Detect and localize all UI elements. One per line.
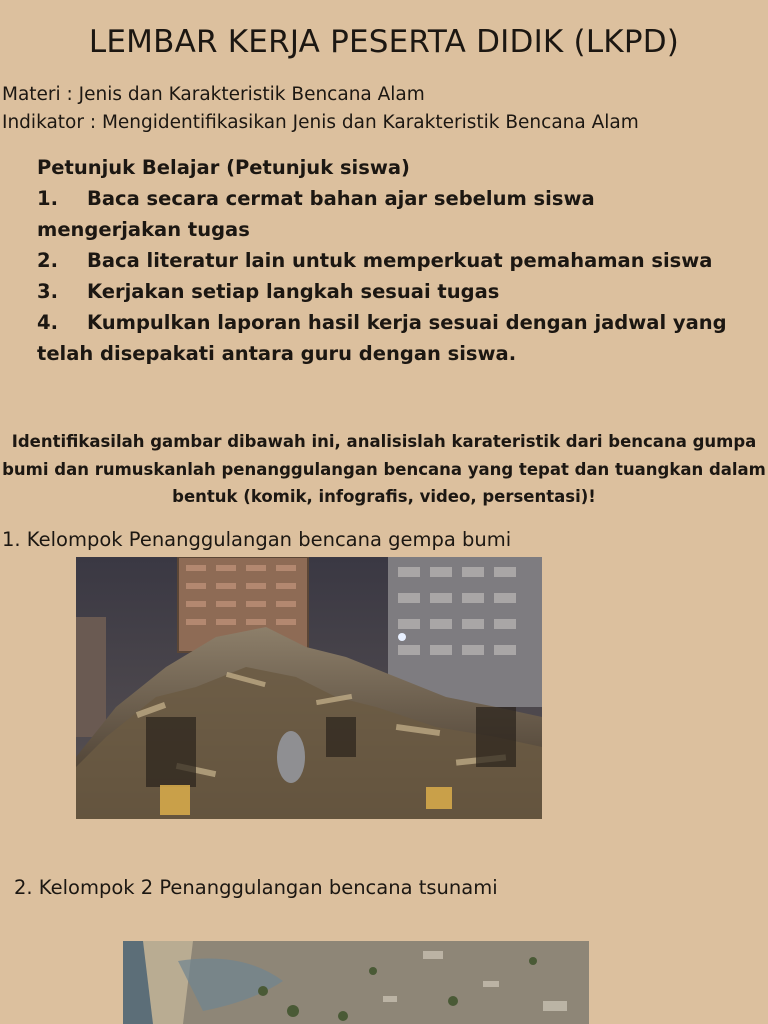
task-instruction: Identifikasilah gambar dibawah ini, analisislah karateristik dari bencana gumpa bumi dan rumuskanlah penanggulangan bencana yang tepat dan tuangkan dalam bentuk (komik, infografis, video, persentasi)! <box>2 432 766 506</box>
instructions-heading: Petunjuk Belajar (Petunjuk siswa) <box>37 156 410 179</box>
tsunami-photo-illustration <box>123 941 589 1024</box>
earthquake-photo-illustration <box>76 557 542 819</box>
learning-instructions <box>37 152 737 369</box>
instruction-text: Baca secara cermat bahan ajar sebelum siswa mengerjakan tugas <box>37 187 595 241</box>
instruction-text: Kumpulkan laporan hasil kerja sesuai dengan jadwal yang telah disepakati antara guru dengan siswa. <box>37 311 727 365</box>
instruction-number: 3. <box>37 280 58 303</box>
instruction-number: 1. <box>37 187 58 210</box>
instruction-item <box>37 307 737 369</box>
instruction-number: 2. <box>37 249 58 272</box>
group-1-title: 1. Kelompok Penanggulangan bencana gempa bumi <box>2 528 512 551</box>
page-title: LEMBAR KERJA PESERTA DIDIK (LKPD) <box>88 24 680 60</box>
tsunami-photo <box>123 941 589 1024</box>
group-2-title: 2. Kelompok 2 Penanggulangan bencana tsunami <box>14 876 498 899</box>
instruction-text: Baca literatur lain untuk memperkuat pemahaman siswa <box>87 249 713 272</box>
instruction-text: Kerjakan setiap langkah sesuai tugas <box>87 280 500 303</box>
materi-line: Materi : Jenis dan Karakteristik Bencana Alam <box>2 84 425 105</box>
earthquake-photo <box>76 557 542 819</box>
instructions-list <box>37 183 737 369</box>
instruction-number: 4. <box>37 311 58 334</box>
instruction-item <box>37 276 737 307</box>
instruction-item <box>37 245 737 276</box>
instruction-item <box>37 183 737 245</box>
indikator-line: Indikator : Mengidentifikasikan Jenis dan Karakteristik Bencana Alam <box>2 112 639 133</box>
